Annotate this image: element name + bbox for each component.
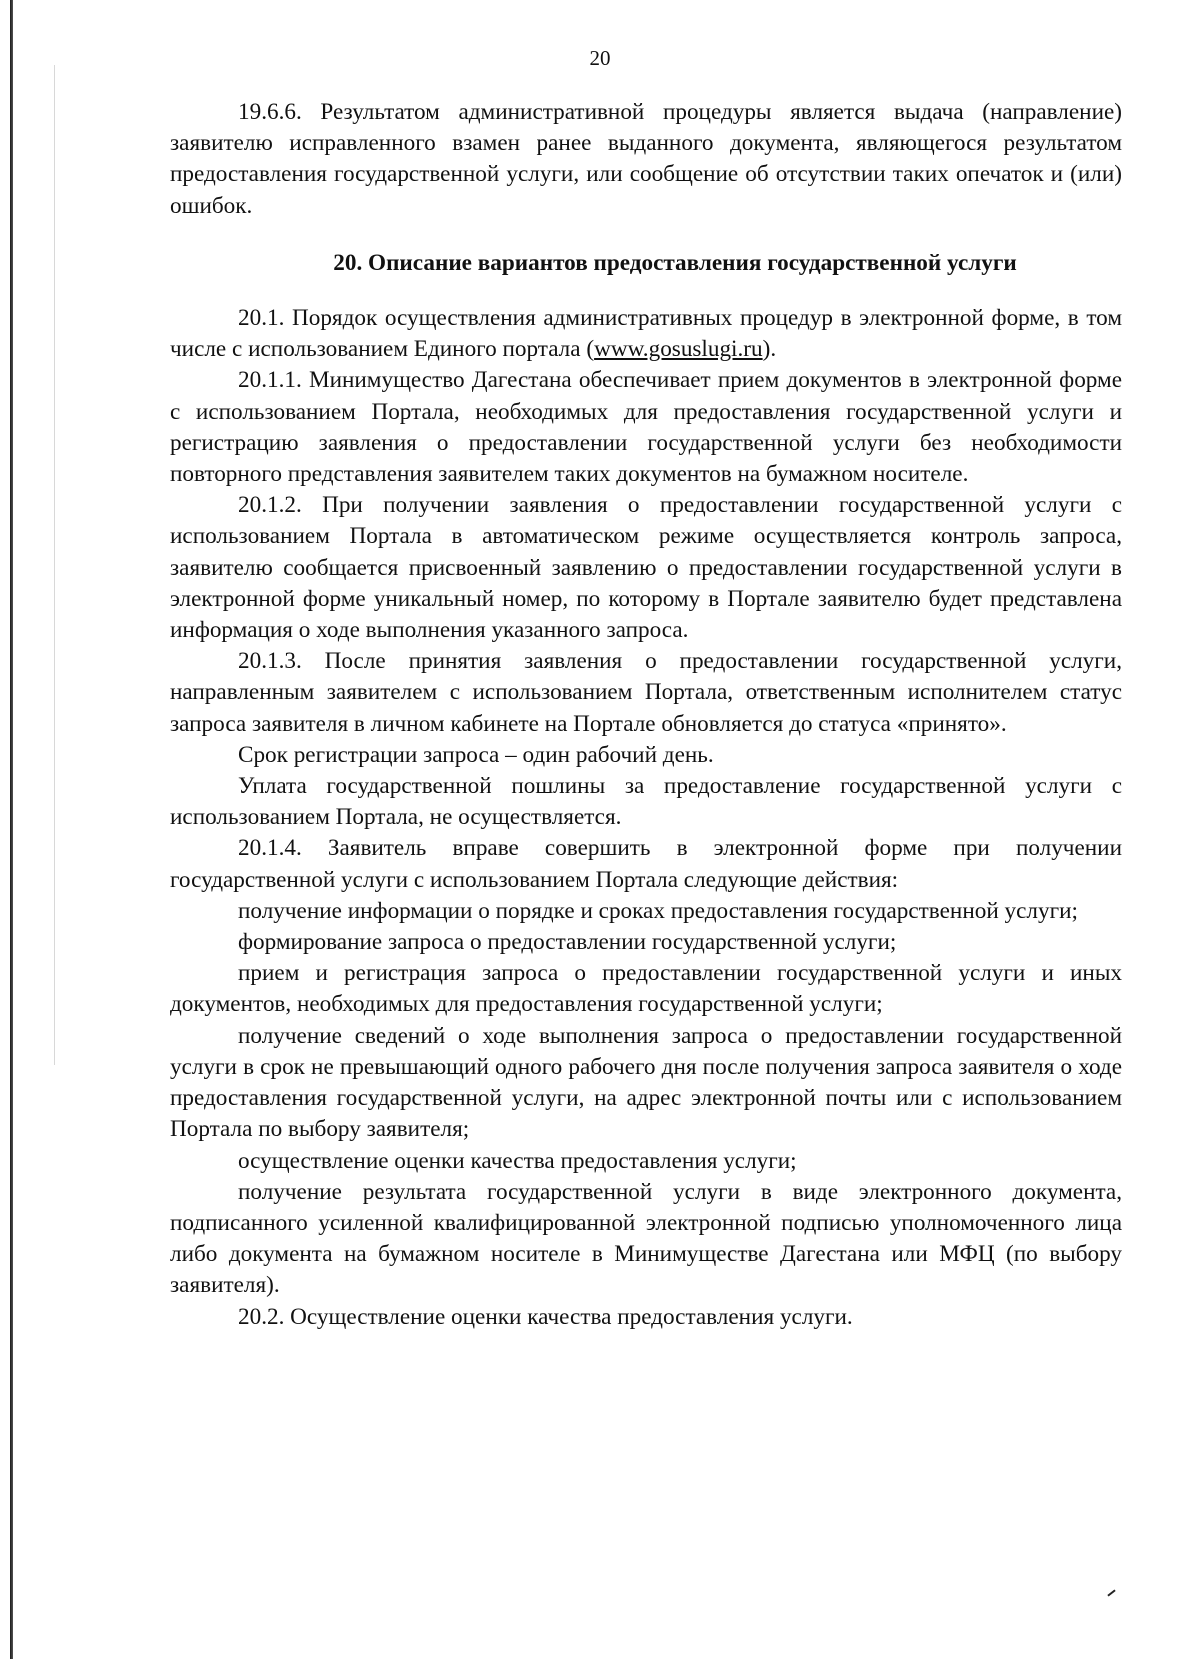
paragraph-20-1 bbox=[170, 303, 1122, 365]
list-item-result: получение результата государственной услуги в виде электронного документа, подписанного усиленной квалифицированной электронной подписью уполномоченного лица либо документа на бумажном носителе в Минимуществе Дагестана или МФЦ (по выбору заявителя). bbox=[170, 1178, 1122, 1299]
paragraph-20-1-tail: ). bbox=[762, 336, 777, 363]
gosuslugi-link[interactable]: www.gosuslugi.ru bbox=[594, 336, 763, 363]
paragraph-20-1-3: 20.1.3. После принятия заявления о предоставлении государственной услуги, направленным заявителем с использованием Портала, ответственным исполнителем статус запроса заявителя в личном кабинете на Портале обновляется до статуса «принято». bbox=[170, 648, 1122, 737]
paragraph-state-fee: Уплата государственной пошлины за предоставление государственной услуги с использованием Портала, не осуществляется. bbox=[170, 773, 1122, 831]
list-item-request-registration: прием и регистрация запроса о предоставлении государственной услуги и иных документов, необходимых для предоставления государственной услуги; bbox=[170, 960, 1122, 1018]
paragraph-20-1-text: 20.1. Порядок осуществления административных процедур в электронной форме, в том числе с использованием Единого портала ( bbox=[170, 305, 1122, 363]
paragraph-registration-term: Срок регистрации запроса – один рабочий день. bbox=[238, 741, 714, 768]
paragraph-20-1-1: 20.1.1. Минимущество Дагестана обеспечивает прием документов в электронной форме с использованием Портала, необходимых для предоставления государственной услуги и регистрацию заявления о предоставлении государственной услуги без необходимости повторного представления заявителем таких документов на бумажном носителе. bbox=[170, 367, 1122, 488]
scan-mark bbox=[1107, 1589, 1115, 1596]
page-number: 20 bbox=[589, 46, 611, 70]
list-item-request-forming: формирование запроса о предоставлении государственной услуги; bbox=[238, 929, 897, 956]
paragraph-19-6-6: 19.6.6. Результатом административной процедуры является выдача (направление) заявителю исправленного взамен ранее выданного документа, являющегося результатом предоставления государственной услуги, или сообщение об отсутствии таких опечаток и (или) ошибок. bbox=[170, 99, 1122, 219]
section-heading: 20. Описание вариантов предоставления государственной услуги bbox=[333, 249, 1017, 276]
paragraph-20-1-4: 20.1.4. Заявитель вправе совершить в электронной форме при получении государственной услуги с использованием Портала следующие действия: bbox=[170, 835, 1122, 893]
list-item-quality-rating: осуществление оценки качества предоставления услуги; bbox=[238, 1147, 797, 1174]
document-body bbox=[170, 97, 1122, 1333]
paragraph-20-1-2: 20.1.2. При получении заявления о предоставлении государственной услуги с использованием Портала в автоматическом режиме осуществляется контроль запроса, заявителю сообщается присвоенный заявлению о предоставлении государственной услуги в электронной форме уникальный номер, по которому в Портале заявителю будет представлена информация о ходе выполнения указанного запроса. bbox=[170, 492, 1122, 644]
scan-edge-line bbox=[10, 0, 13, 1659]
scan-margin-line bbox=[54, 65, 55, 1065]
list-item-status-info: получение сведений о ходе выполнения запроса о предоставлении государственной услуги в срок не превышающий одного рабочего дня после получения запроса заявителя о ходе предоставления государственной услуги, на адрес электронной почты или с использованием Портала по выбору заявителя; bbox=[170, 1022, 1122, 1143]
paragraph-20-2: 20.2. Осуществление оценки качества предоставления услуги. bbox=[238, 1303, 853, 1330]
list-item-info: получение информации о порядке и сроках предоставления государственной услуги; bbox=[238, 897, 1078, 924]
